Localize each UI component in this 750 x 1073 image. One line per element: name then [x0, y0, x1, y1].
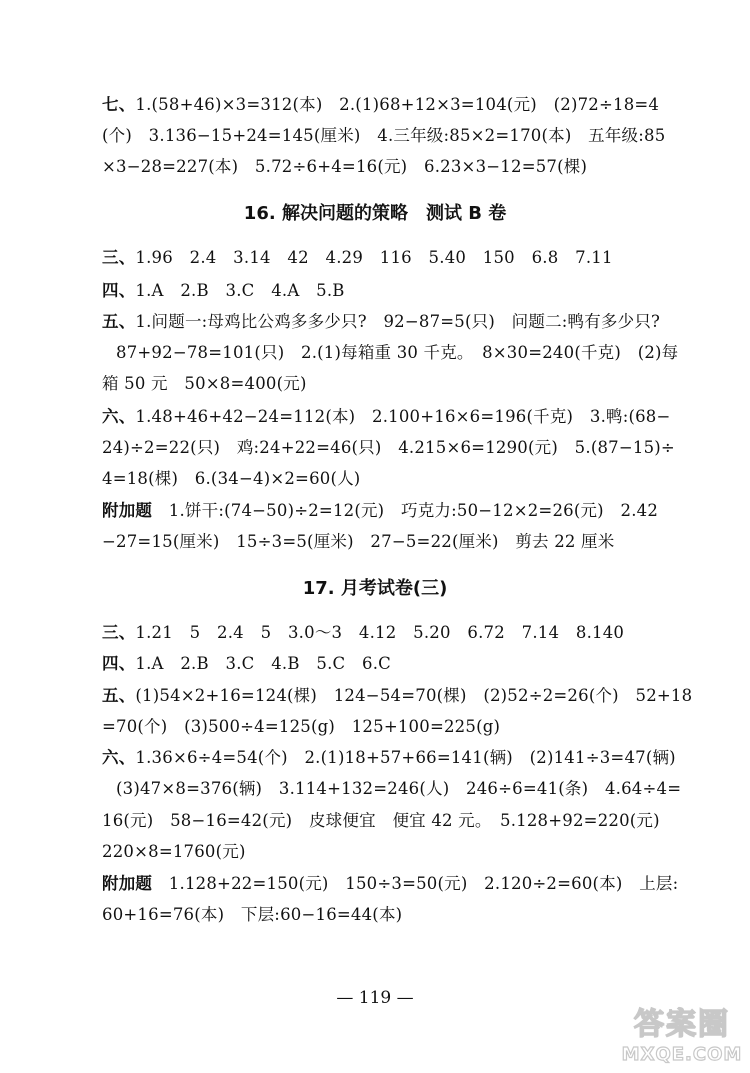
page-number: — 119 — [336, 988, 414, 1008]
answer-line: 三、1.21 5 2.4 5 3.0～3 4.12 5.20 6.72 7.14 8.140 [102, 623, 625, 642]
answer-line: 附加题 1.128+22=150(元) 150÷3=50(元) 2.120÷2=60(本) 上层: [102, 874, 679, 893]
answer-line: 六、1.48+46+42−24=112(本) 2.100+16×6=196(千克) 3.鸭:(68− [102, 407, 671, 426]
answer-line: 箱 50 元 50×8=400(元) [102, 374, 307, 393]
watermark-bottom-text: MXQE.COM [621, 1044, 743, 1065]
answer-line: =70(个) (3)500÷4=125(g) 125+100=225(g) [102, 717, 501, 736]
watermark-logo [617, 1008, 747, 1070]
answer-line: 四、1.A 2.B 3.C 4.B 5.C 6.C [102, 654, 392, 673]
answer-line: 六、1.36×6÷4=54(个) 2.(1)18+57+66=141(辆) (2)141÷3=47(辆) [102, 748, 676, 767]
answer-line: 87+92−78=101(只) 2.(1)每箱重 30 千克。 8×30=240(千克) (2)每 [116, 343, 679, 362]
answer-line: (个) 3.136−15+24=145(厘米) 4.三年级:85×2=170(本) 五年级:85 [102, 126, 666, 145]
answer-line: 七、1.(58+46)×3=312(本) 2.(1)68+12×3=104(元) (2)72÷18=4 [102, 95, 660, 114]
answer-line: 4=18(棵) 6.(34−4)×2=60(人) [102, 469, 361, 488]
watermark-top-text: 答案圈 [634, 1007, 730, 1042]
answer-line: 16(元) 58−16=42(元) 皮球便宜 便宜 42 元。 5.128+92=220(元) [102, 811, 660, 830]
answer-line: −27=15(厘米) 15÷3=5(厘米) 27−5=22(厘米) 剪去 22 厘米 [102, 532, 615, 551]
answer-line: 四、1.A 2.B 3.C 4.A 5.B [102, 281, 345, 300]
answer-line: 220×8=1760(元) [102, 842, 246, 861]
answer-line: 24)÷2=22(只) 鸡:24+22=46(只) 4.215×6=1290(元) 5.(87−15)÷ [102, 438, 675, 457]
answer-line: (3)47×8=376(辆) 3.114+132=246(人) 246÷6=41(条) 4.64÷4= [116, 779, 682, 798]
answer-line: 附加题 1.饼干:(74−50)÷2=12(元) 巧克力:50−12×2=26(元) 2.42 [102, 501, 659, 520]
answer-line: ×3−28=227(本) 5.72÷6+4=16(元) 6.23×3−12=57(棵) [102, 157, 588, 176]
section-heading: 16. 解决问题的策略 测试 B 卷 [243, 203, 507, 224]
section-heading: 17. 月考试卷(三) [302, 578, 448, 599]
answer-line: 五、1.问题一:母鸡比公鸡多多少只? 92−87=5(只) 问题二:鸭有多少只? [102, 312, 661, 331]
answer-line: 五、(1)54×2+16=124(棵) 124−54=70(棵) (2)52÷2=26(个) 52+18 [102, 686, 693, 705]
answer-line: 60+16=76(本) 下层:60−16=44(本) [102, 905, 403, 924]
answer-line: 三、1.96 2.4 3.14 42 4.29 116 5.40 150 6.8 7.11 [102, 248, 613, 267]
